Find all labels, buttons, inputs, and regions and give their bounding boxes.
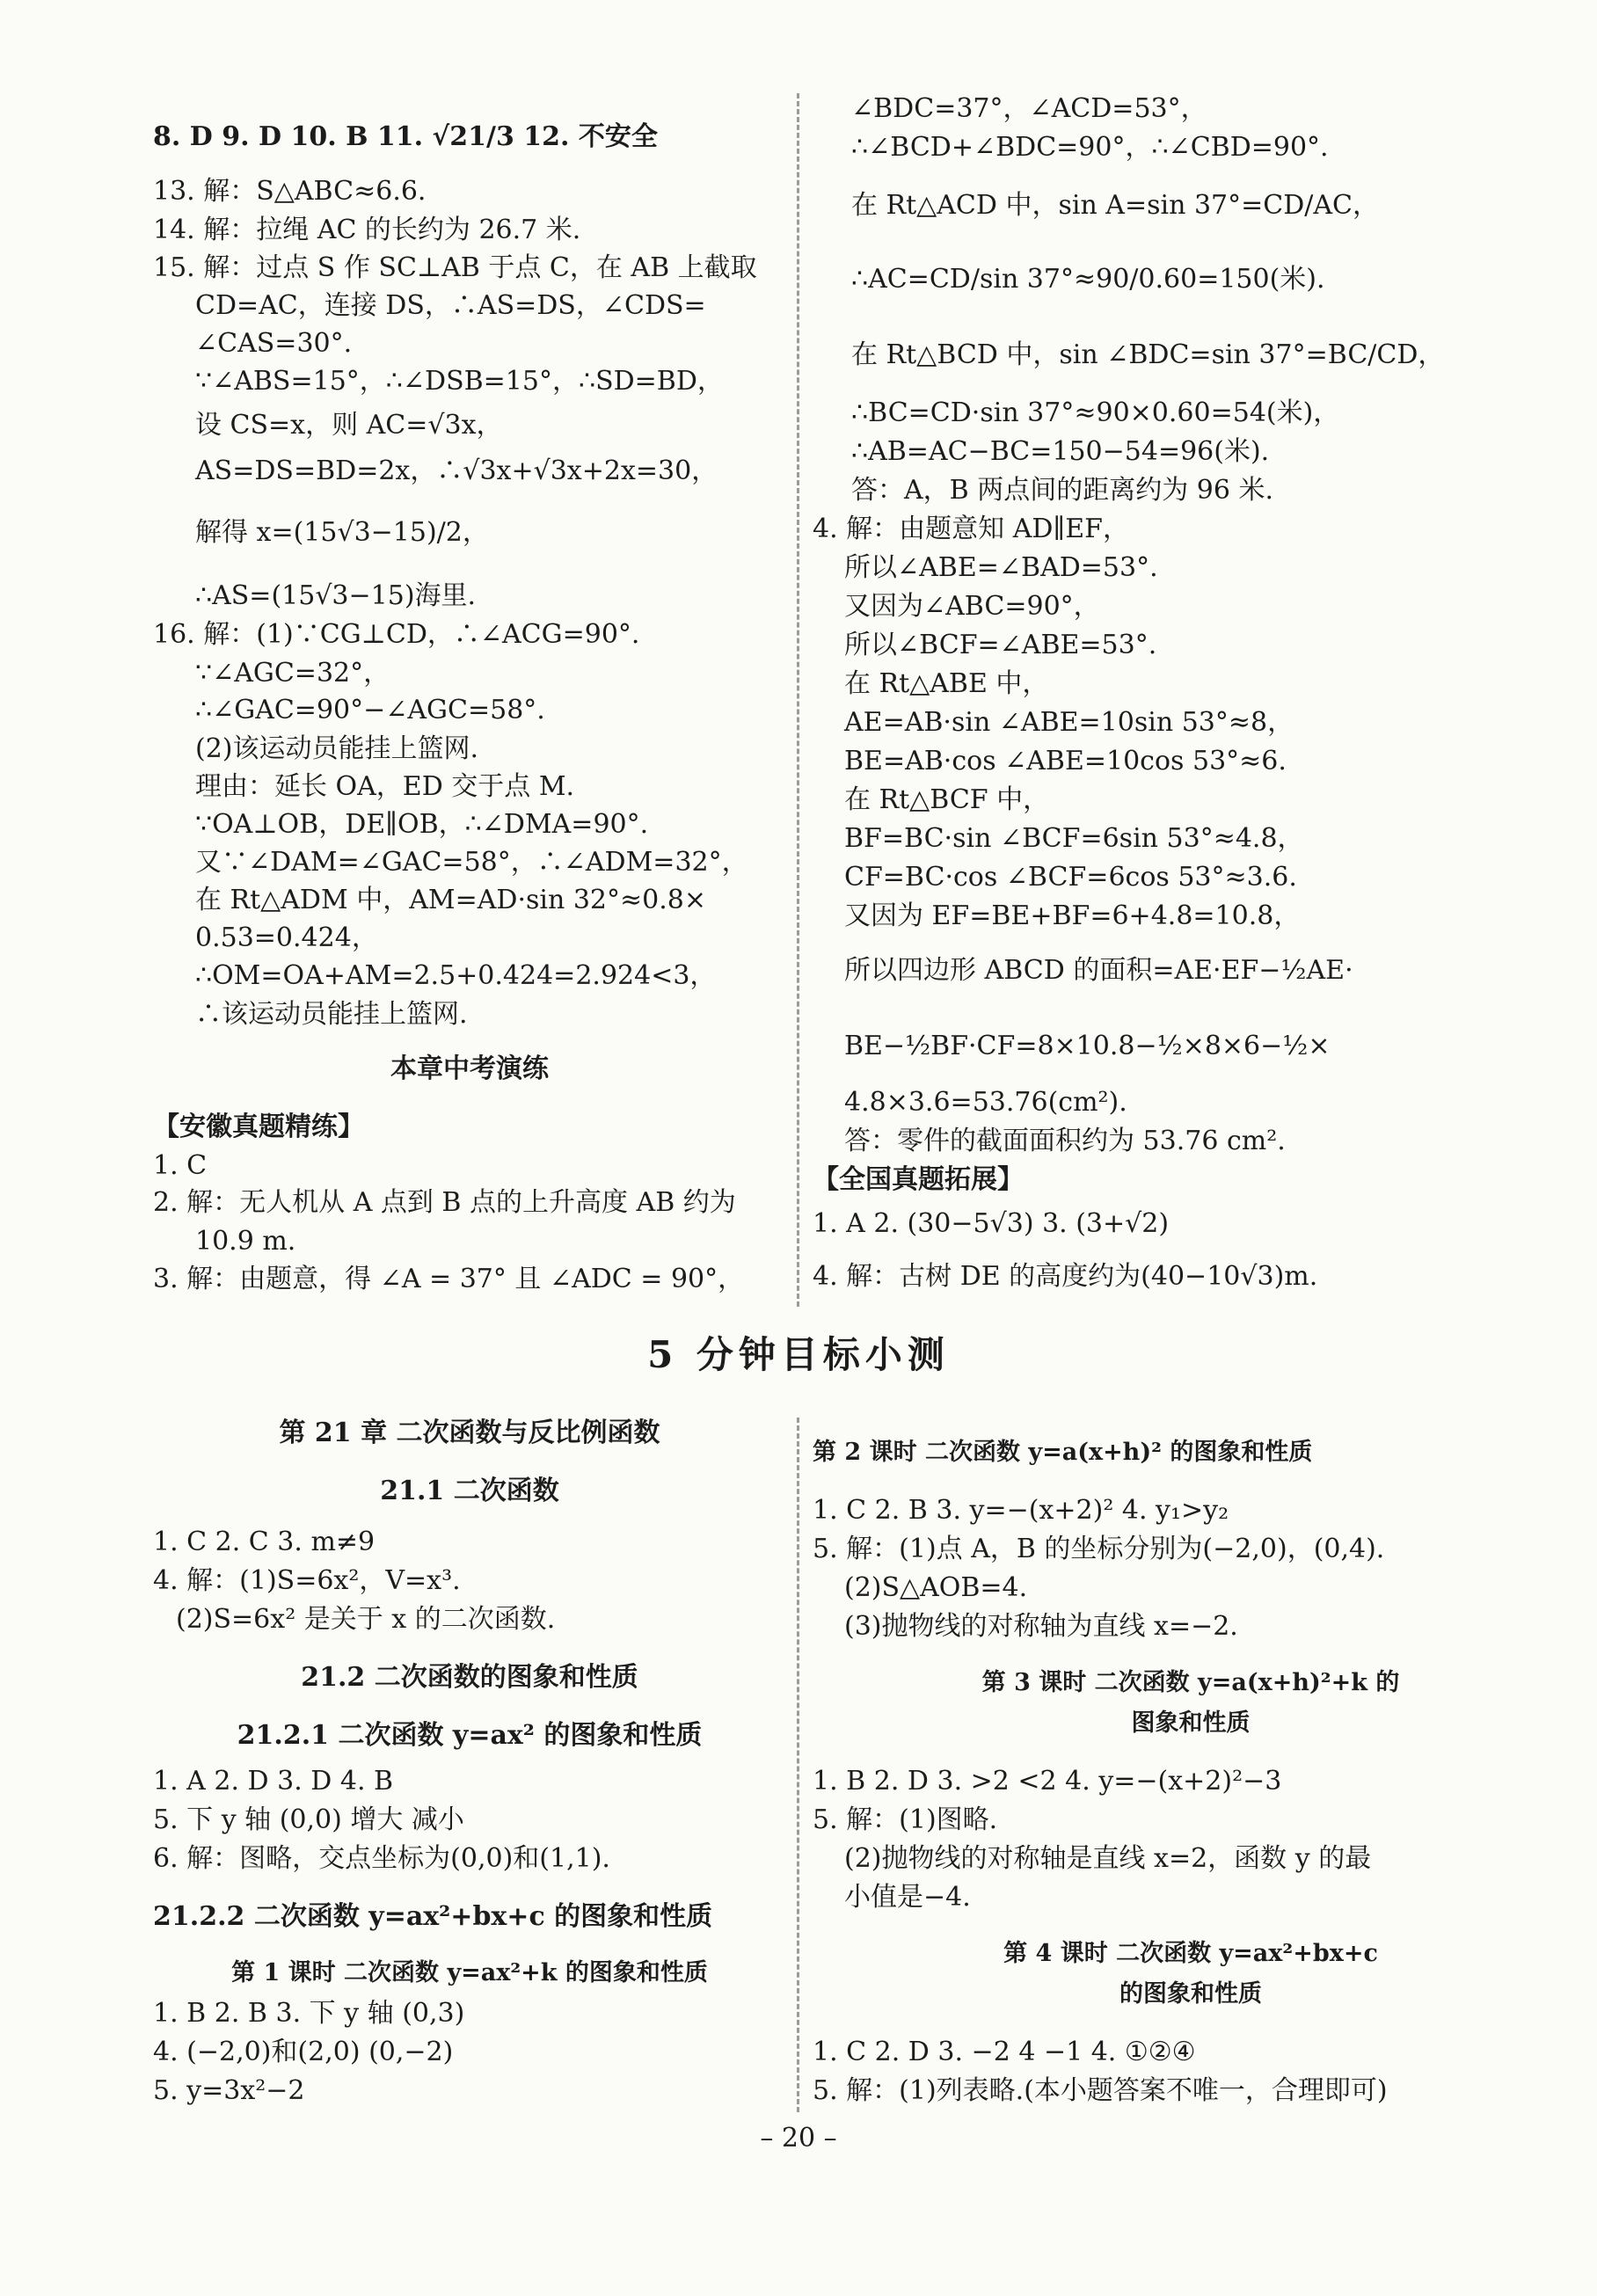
lesson-heading: 第 2 课时 二次函数 y=a(x+h)² 的图象和性质 bbox=[813, 1439, 1313, 1466]
section-title: 5 分钟目标小测 bbox=[647, 1333, 950, 1376]
answer-line: 6. 解：图略，交点坐标为(0,0)和(1,1). bbox=[153, 1843, 610, 1874]
answer-line: 5. 解：(1)图略. bbox=[813, 1804, 998, 1835]
answer-line: ∴AC=CD/sin 37°≈90/0.60=150(米). bbox=[851, 264, 1325, 295]
answer-line: 1. C 2. C 3. m≠9 bbox=[153, 1527, 376, 1557]
answer-line: ∠BDC=37°，∠ACD=53°， bbox=[851, 93, 1207, 124]
answer-line: 4. 解：由题意知 AD∥EF， bbox=[813, 514, 1129, 544]
answer-line: ∵∠AGC=32°， bbox=[195, 658, 390, 689]
answer-line: 1. B 2. D 3. >2 <2 4. y=−(x+2)²−3 bbox=[813, 1766, 1282, 1797]
answer-line: 在 Rt△ACD 中，sin A=sin 37°=CD/AC， bbox=[851, 190, 1379, 221]
answer-line: 14. 解：拉绳 AC 的长约为 26.7 米. bbox=[153, 215, 581, 245]
answer-line: ∵OA⊥OB，DE∥OB，∴∠DMA=90°. bbox=[195, 809, 649, 840]
answer-line: 又∵∠DAM=∠GAC=58°，∴∠ADM=32°， bbox=[195, 847, 748, 878]
section-heading: 21.1 二次函数 bbox=[380, 1476, 559, 1506]
subsection-heading: 21.2.2 二次函数 y=ax²+bx+c 的图象和性质 bbox=[153, 1901, 713, 1932]
answer-line: 1. C bbox=[153, 1150, 208, 1181]
section-heading: 21.2 二次函数的图象和性质 bbox=[301, 1662, 638, 1693]
answer-line: 1. C 2. B 3. y=−(x+2)² 4. y₁>y₂ bbox=[813, 1495, 1229, 1526]
answer-line: 4. 解：古树 DE 的高度约为(40−10√3)m. bbox=[813, 1261, 1318, 1292]
answer-line: ∴AB=AC−BC=150−54=96(米). bbox=[851, 436, 1270, 467]
answer-line: ∴∠BCD+∠BDC=90°，∴∠CBD=90°. bbox=[851, 132, 1329, 163]
answer-line: 小值是−4. bbox=[844, 1882, 971, 1913]
answer-line: 所以∠BCF=∠ABE=53°. bbox=[844, 630, 1157, 660]
answer-line: 所以四边形 ABCD 的面积=AE·EF−½AE· bbox=[844, 955, 1353, 986]
lesson-heading: 图象和性质 bbox=[1131, 1709, 1251, 1737]
answer-line: 2. 解：无人机从 A 点到 B 点的上升高度 AB 约为 bbox=[153, 1187, 736, 1218]
answer-line: 理由：延长 OA，ED 交于点 M. bbox=[195, 771, 575, 802]
answer-line: (2)抛物线的对称轴是直线 x=2，函数 y 的最 bbox=[844, 1843, 1372, 1874]
answer-line: AS=DS=BD=2x，∴√3x+√3x+2x=30， bbox=[195, 456, 718, 486]
answer-line: 4.8×3.6=53.76(cm²). bbox=[844, 1087, 1127, 1118]
answer-line: ∴OM=OA+AM=2.5+0.424=2.924<3， bbox=[195, 960, 717, 991]
bottom-right-column bbox=[791, 1398, 1597, 2119]
answer-line: ∴该运动员能挂上篮网. bbox=[195, 999, 468, 1030]
answer-line: (3)抛物线的对称轴为直线 x=−2. bbox=[844, 1611, 1238, 1642]
chapter-exam-heading: 本章中考演练 bbox=[390, 1053, 549, 1084]
answer-line: 在 Rt△ABE 中， bbox=[844, 668, 1049, 699]
answer-line: BE=AB·cos ∠ABE=10cos 53°≈6. bbox=[844, 746, 1287, 776]
answer-line: 1. B 2. B 3. 下 y 轴 (0,3) bbox=[153, 1998, 465, 2029]
answer-line: BF=BC·sin ∠BCF=6sin 53°≈4.8， bbox=[844, 823, 1304, 854]
top-right-column bbox=[791, 0, 1597, 1301]
answer-line: 又因为∠ABC=90°， bbox=[844, 591, 1100, 622]
answer-line: ∵∠ABS=15°，∴∠DSB=15°，∴SD=BD， bbox=[195, 366, 724, 397]
answer-line: 4. (−2,0)和(2,0) (0,−2) bbox=[153, 2037, 454, 2067]
answer-line: 解得 x=(15√3−15)/2， bbox=[195, 517, 489, 548]
lesson-heading: 第 4 课时 二次函数 y=ax²+bx+c bbox=[1003, 1940, 1378, 1967]
answer-line: ∴AS=(15√3−15)海里. bbox=[195, 580, 477, 611]
answer-line: BE−½BF·CF=8×10.8−½×8×6−½× bbox=[844, 1031, 1331, 1061]
answer-line: 13. 解：S△ABC≈6.6. bbox=[153, 176, 427, 207]
answer-line: 5. 解：(1)列表略.(本小题答案不唯一，合理即可) bbox=[813, 2075, 1388, 2106]
answer-line: 在 Rt△ADM 中，AM=AD·sin 32°≈0.8× bbox=[195, 885, 707, 915]
answer-line: CD=AC，连接 DS，∴AS=DS，∠CDS= bbox=[195, 290, 706, 321]
answer-line: 3. 解：由题意，得 ∠A = 37° 且 ∠ADC = 90°， bbox=[153, 1264, 745, 1294]
answer-line: (2)该运动员能挂上篮网. bbox=[195, 733, 479, 764]
answer-line: 1. A 2. D 3. D 4. B bbox=[153, 1766, 394, 1797]
answer-line: ∠CAS=30°. bbox=[195, 328, 353, 359]
answer-line: 4. 解：(1)S=6x²，V=x³. bbox=[153, 1565, 461, 1596]
top-left-column bbox=[0, 0, 791, 1301]
anhui-heading: 【安徽真题精练】 bbox=[153, 1112, 364, 1142]
answer-line: 答：A，B 两点间的距离约为 96 米. bbox=[851, 475, 1274, 506]
answer-line: AE=AB·sin ∠ABE=10sin 53°≈8， bbox=[844, 707, 1294, 738]
chapter-heading: 第 21 章 二次函数与反比例函数 bbox=[279, 1418, 660, 1448]
answer-line: 10.9 m. bbox=[195, 1226, 296, 1257]
bottom-left-column bbox=[0, 1398, 791, 2119]
answer-line: 8. D 9. D 10. B 11. √21/3 12. 不安全 bbox=[153, 121, 658, 152]
answer-line: 15. 解：过点 S 作 SC⊥AB 于点 C，在 AB 上截取 bbox=[153, 252, 757, 283]
answer-line: (2)S=6x² 是关于 x 的二次函数. bbox=[176, 1604, 556, 1635]
answer-line: CF=BC·cos ∠BCF=6cos 53°≈3.6. bbox=[844, 862, 1297, 893]
answer-line: 0.53=0.424， bbox=[195, 922, 378, 953]
lesson-heading: 的图象和性质 bbox=[1119, 1980, 1262, 2008]
answer-line: 5. 下 y 轴 (0,0) 增大 减小 bbox=[153, 1804, 464, 1835]
page-number: – 20 – bbox=[760, 2123, 837, 2154]
answer-line: (2)S△AOB=4. bbox=[844, 1572, 1028, 1603]
answer-line: 5. 解：(1)点 A，B 的坐标分别为(−2,0)，(0,4). bbox=[813, 1534, 1385, 1564]
answer-line: 1. A 2. (30−5√3) 3. (3+√2) bbox=[813, 1208, 1170, 1239]
answer-line: 1. C 2. D 3. −2 4 −1 4. ①②④ bbox=[813, 2037, 1196, 2067]
lesson-heading: 第 1 课时 二次函数 y=ax²+k 的图象和性质 bbox=[231, 1959, 708, 1986]
subsection-heading: 21.2.1 二次函数 y=ax² 的图象和性质 bbox=[237, 1720, 703, 1751]
national-heading: 【全国真题拓展】 bbox=[813, 1164, 1024, 1195]
answer-line: 所以∠ABE=∠BAD=53°. bbox=[844, 552, 1158, 583]
answer-line: 答：零件的截面面积约为 53.76 cm². bbox=[844, 1126, 1286, 1156]
answer-line: ∴∠GAC=90°−∠AGC=58°. bbox=[195, 695, 545, 725]
lesson-heading: 第 3 课时 二次函数 y=a(x+h)²+k 的 bbox=[981, 1669, 1400, 1696]
answer-line: 在 Rt△BCF 中， bbox=[844, 784, 1050, 815]
answer-line: 5. y=3x²−2 bbox=[153, 2075, 305, 2106]
answer-line: 16. 解：(1)∵CG⊥CD，∴∠ACG=90°. bbox=[153, 619, 640, 650]
answer-line: 在 Rt△BCD 中，sin ∠BDC=sin 37°=BC/CD， bbox=[851, 339, 1445, 370]
answer-line: ∴BC=CD·sin 37°≈90×0.60=54(米)， bbox=[851, 397, 1340, 428]
answer-line: 又因为 EF=BE+BF=6+4.8=10.8， bbox=[844, 900, 1301, 931]
answer-line: 设 CS=x，则 AC=√3x， bbox=[195, 410, 503, 441]
